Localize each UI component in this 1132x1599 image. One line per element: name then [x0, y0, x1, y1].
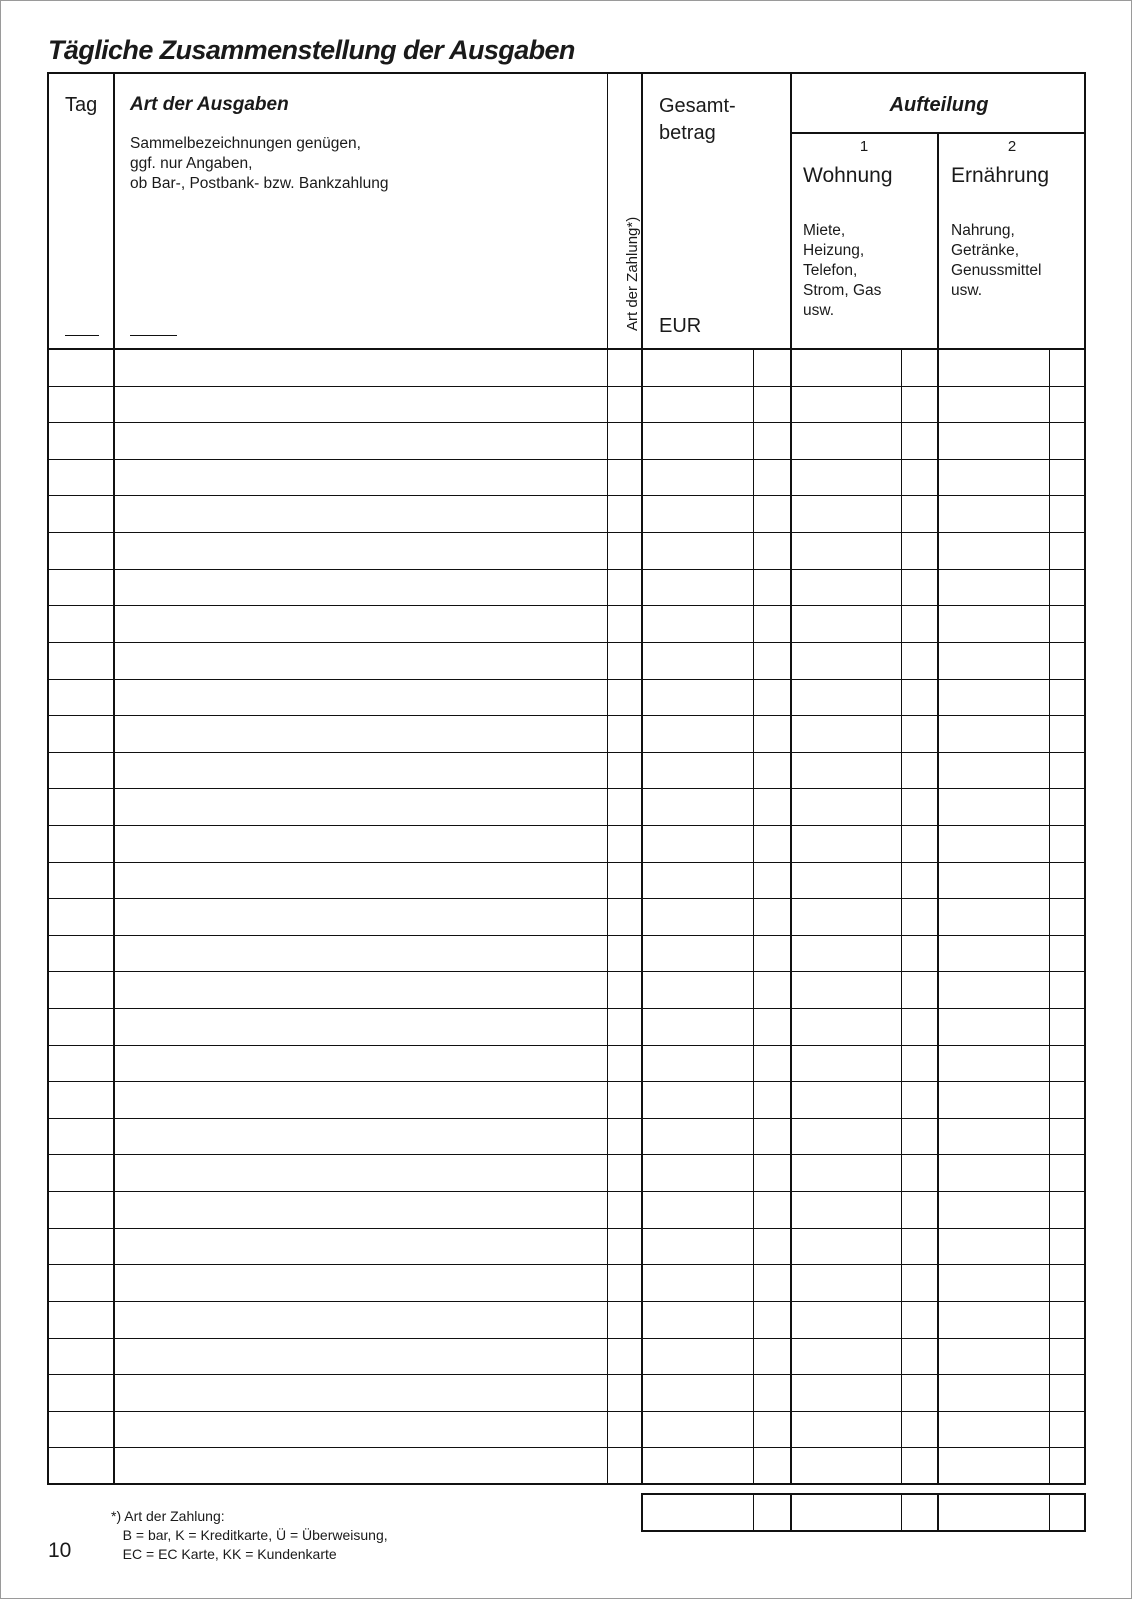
header-currency: EUR: [659, 315, 702, 337]
table-row-line: [47, 605, 1086, 606]
table-row-line: [47, 1228, 1086, 1229]
col-divider-art: [607, 72, 608, 1485]
footnote-zahlungsart: *) Art der Zahlung: B = bar, K = Kreditkarte, Ü = Überweisung, EC = EC Karte, KK = Kundenkarte: [111, 1508, 388, 1562]
table-row-line: [47, 1338, 1086, 1339]
table-row-line: [47, 1081, 1086, 1082]
table-row-line: [47, 495, 1086, 496]
table-row-line: [47, 862, 1086, 863]
table-row-line: [47, 715, 1086, 716]
total-box: [641, 1493, 1086, 1532]
table-row-line: [47, 532, 1086, 533]
category-number-2: 2: [1007, 138, 1017, 155]
art-blank-line: [130, 335, 177, 336]
table-row-line: [47, 1447, 1086, 1448]
table-row-line: [47, 679, 1086, 680]
table-row-line: [47, 1411, 1086, 1412]
total-divider-5: [1049, 1493, 1050, 1532]
category-name-wohnung: Wohnung: [803, 164, 893, 187]
table-row-line: [47, 642, 1086, 643]
table-row-line: [47, 422, 1086, 423]
header-gesamtbetrag: Gesamt- betrag: [659, 95, 736, 144]
table-row-line: [47, 1008, 1086, 1009]
col-divider-cat1: [937, 133, 939, 1485]
table-row-line: [47, 1264, 1086, 1265]
col-divider-tag: [113, 72, 115, 1485]
table-row-line: [47, 1301, 1086, 1302]
col-divider-gesamt: [790, 72, 792, 1485]
category-examples-wohnung: Miete, Heizung, Telefon, Strom, Gas usw.: [803, 222, 882, 319]
category-name-ernaehrung: Ernährung: [951, 164, 1050, 187]
cents-divider-cat2: [1049, 349, 1050, 1485]
header-art-der-ausgaben: Art der Ausgaben: [130, 94, 289, 115]
total-divider-4: [937, 1493, 939, 1532]
header-tag: Tag: [65, 94, 98, 116]
cents-divider-gesamt: [753, 349, 754, 1485]
table-row-line: [47, 1374, 1086, 1375]
aufteilung-underline: [790, 132, 1086, 134]
col-divider-zahlung: [641, 72, 643, 1485]
table-row-line: [47, 752, 1086, 753]
page-number: 10: [48, 1539, 72, 1562]
table-row-line: [47, 825, 1086, 826]
table-row-line: [47, 1118, 1086, 1119]
table-row-line: [47, 1045, 1086, 1046]
category-number-1: 1: [859, 138, 869, 155]
total-divider-3: [901, 1493, 902, 1532]
table-row-line: [47, 1191, 1086, 1192]
header-art-der-zahlung: Art der Zahlung*): [624, 216, 641, 331]
total-divider-1: [753, 1493, 754, 1532]
page-title: Tägliche Zusammenstellung der Ausgaben: [48, 35, 575, 65]
table-row-line: [47, 935, 1086, 936]
table-row-line: [47, 788, 1086, 789]
category-examples-ernaehrung: Nahrung, Getränke, Genussmittel usw.: [951, 222, 1042, 299]
table-row-line: [47, 386, 1086, 387]
cents-divider-cat1: [901, 349, 902, 1485]
table-row-line: [47, 569, 1086, 570]
expense-table: [47, 72, 1086, 1485]
table-row-line: [47, 971, 1086, 972]
tag-blank-line: [65, 335, 99, 336]
header-art-note: Sammelbezeichnungen genügen, ggf. nur Angaben, ob Bar-, Postbank- bzw. Bankzahlung: [130, 135, 389, 192]
header-bottom-line: [47, 348, 1086, 350]
total-divider-2: [790, 1493, 792, 1532]
table-row-line: [47, 459, 1086, 460]
table-row-line: [47, 898, 1086, 899]
header-aufteilung: Aufteilung: [889, 94, 989, 116]
table-row-line: [47, 1154, 1086, 1155]
